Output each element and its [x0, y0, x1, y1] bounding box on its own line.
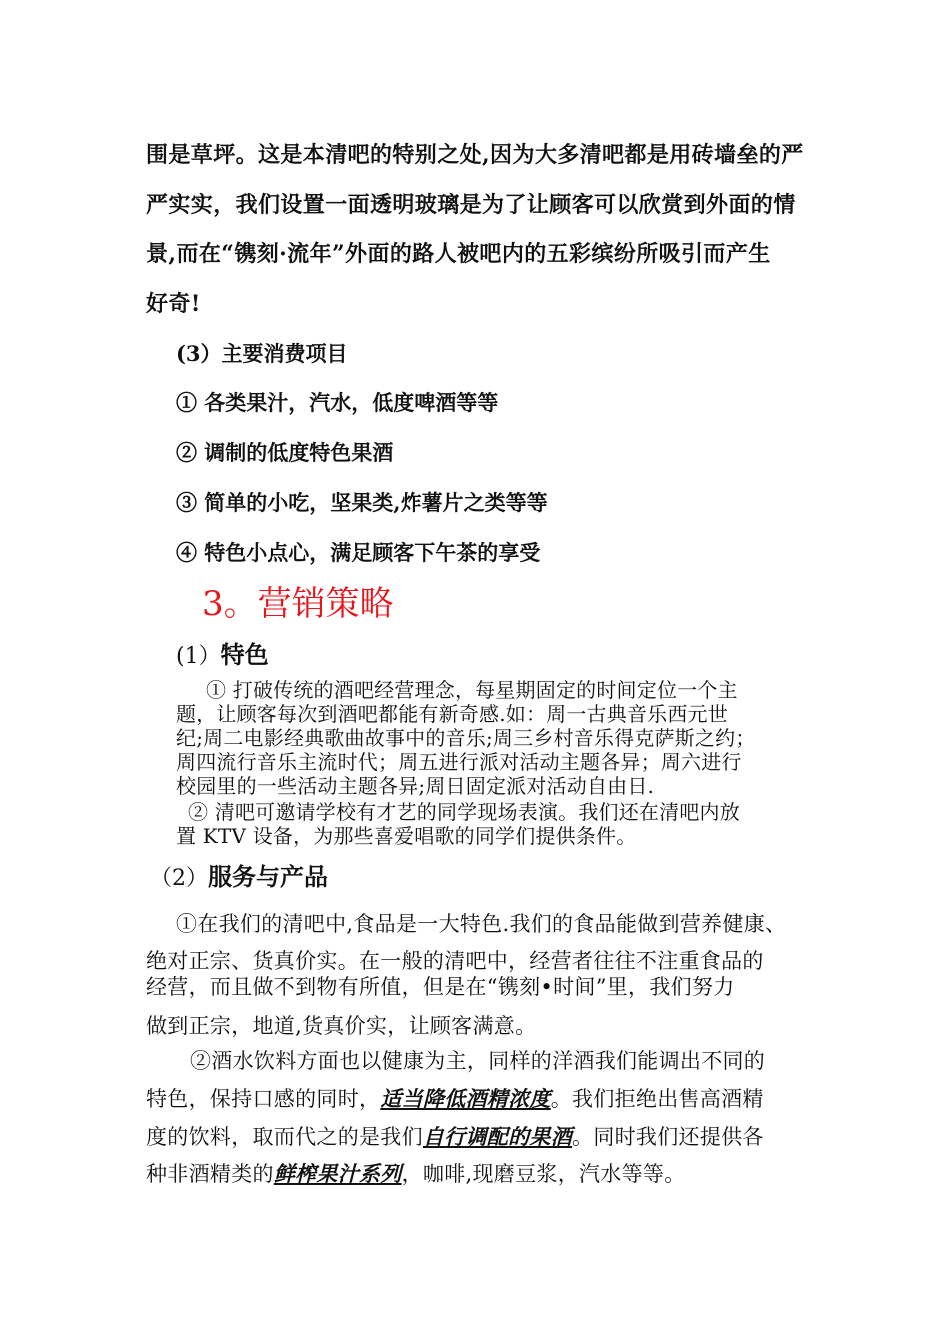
drinks-text: ，咖啡,现磨豆浆，汽水等等。 [401, 1162, 686, 1186]
emphasis-text: 自行调配的果酒 [422, 1124, 573, 1149]
features-line: 校园里的一些活动主题各异;周日固定派对活动自由日. [176, 774, 655, 798]
features-line: 题，让顾客每次到酒吧都能有新奇感.如：周一古典音乐西元世 [176, 702, 728, 726]
service-label: 服务与产品 [208, 862, 328, 891]
emphasis-text: 鲜榨果汁系列 [273, 1161, 402, 1186]
features-line: 周四流行音乐主流时代；周五进行派对活动主题各异；周六进行 [176, 750, 742, 774]
section-title: 3。营销策略 [202, 584, 394, 624]
features-line: 纪;周二电影经典歌曲故事中的音乐;周三乡村音乐得克萨斯之约； [176, 726, 756, 750]
consumption-item: ④ 特色小点心，满足顾客下午茶的享受 [176, 540, 541, 565]
consumption-item: ③ 简单的小吃，坚果类,炸薯片之类等等 [176, 490, 548, 515]
features-label: 特色 [220, 640, 269, 669]
service-line: 绝对正宗、货真价实。在一般的清吧中，经营者往往不注重食品的 [146, 949, 764, 973]
drinks-line: ②酒水饮料方面也以健康为主，同样的洋酒我们能调出不同的 [190, 1049, 766, 1073]
emphasis-text: 适当降低酒精浓度 [380, 1086, 551, 1111]
drinks-text: 特色，保持口感的同时， [146, 1087, 381, 1111]
service-prefix: （2） [150, 866, 208, 891]
drinks-text: 。我们拒绝出售高酒精 [550, 1087, 764, 1111]
drinks-line [146, 1083, 764, 1113]
drinks-text: 。同时我们还提供各 [572, 1125, 764, 1149]
features-line: ② 清吧可邀请学校有才艺的同学现场表演。我们还在清吧内放 [188, 800, 740, 824]
service-line: 做到正宗，地道,货真价实，让顾客满意。 [146, 1014, 537, 1038]
drinks-text: 度的饮料，取而代之的是我们 [146, 1125, 423, 1149]
features-line: ① 打破传统的酒吧经营理念，每星期固定的时间定位一个主 [206, 678, 738, 702]
drinks-line [146, 1121, 764, 1151]
paragraph-line: 严实实，我们设置一面透明玻璃是为了让顾客可以欣赏到外面的情 [146, 192, 796, 218]
service-line: ①在我们的清吧中,食品是一大特色.我们的食品能做到营养健康、 [176, 912, 787, 936]
features-line: 置 KTV 设备，为那些喜爱唱歌的同学们提供条件。 [176, 824, 637, 848]
service-line: 经营，而且做不到物有所值，但是在“镌刻•时间”里，我们努力 [146, 975, 735, 999]
consumption-heading: (3）主要消费项目 [176, 341, 348, 366]
drinks-text: 种非酒精类的 [146, 1162, 274, 1186]
drinks-line [146, 1158, 686, 1188]
paragraph-line: 好奇! [146, 291, 201, 317]
service-heading [150, 857, 328, 892]
consumption-item: ① 各类果汁，汽水，低度啤酒等等 [176, 390, 499, 415]
features-heading [176, 635, 269, 670]
paragraph-line: 围是草坪。这是本清吧的特别之处,因为大多清吧都是用砖墙垒的严 [146, 142, 804, 168]
consumption-item: ② 调制的低度特色果酒 [176, 440, 394, 465]
paragraph-line: 景,而在“镌刻·流年”外面的路人被吧内的五彩缤纷所吸引而产生 [146, 241, 771, 267]
features-prefix: (1） [176, 644, 221, 669]
